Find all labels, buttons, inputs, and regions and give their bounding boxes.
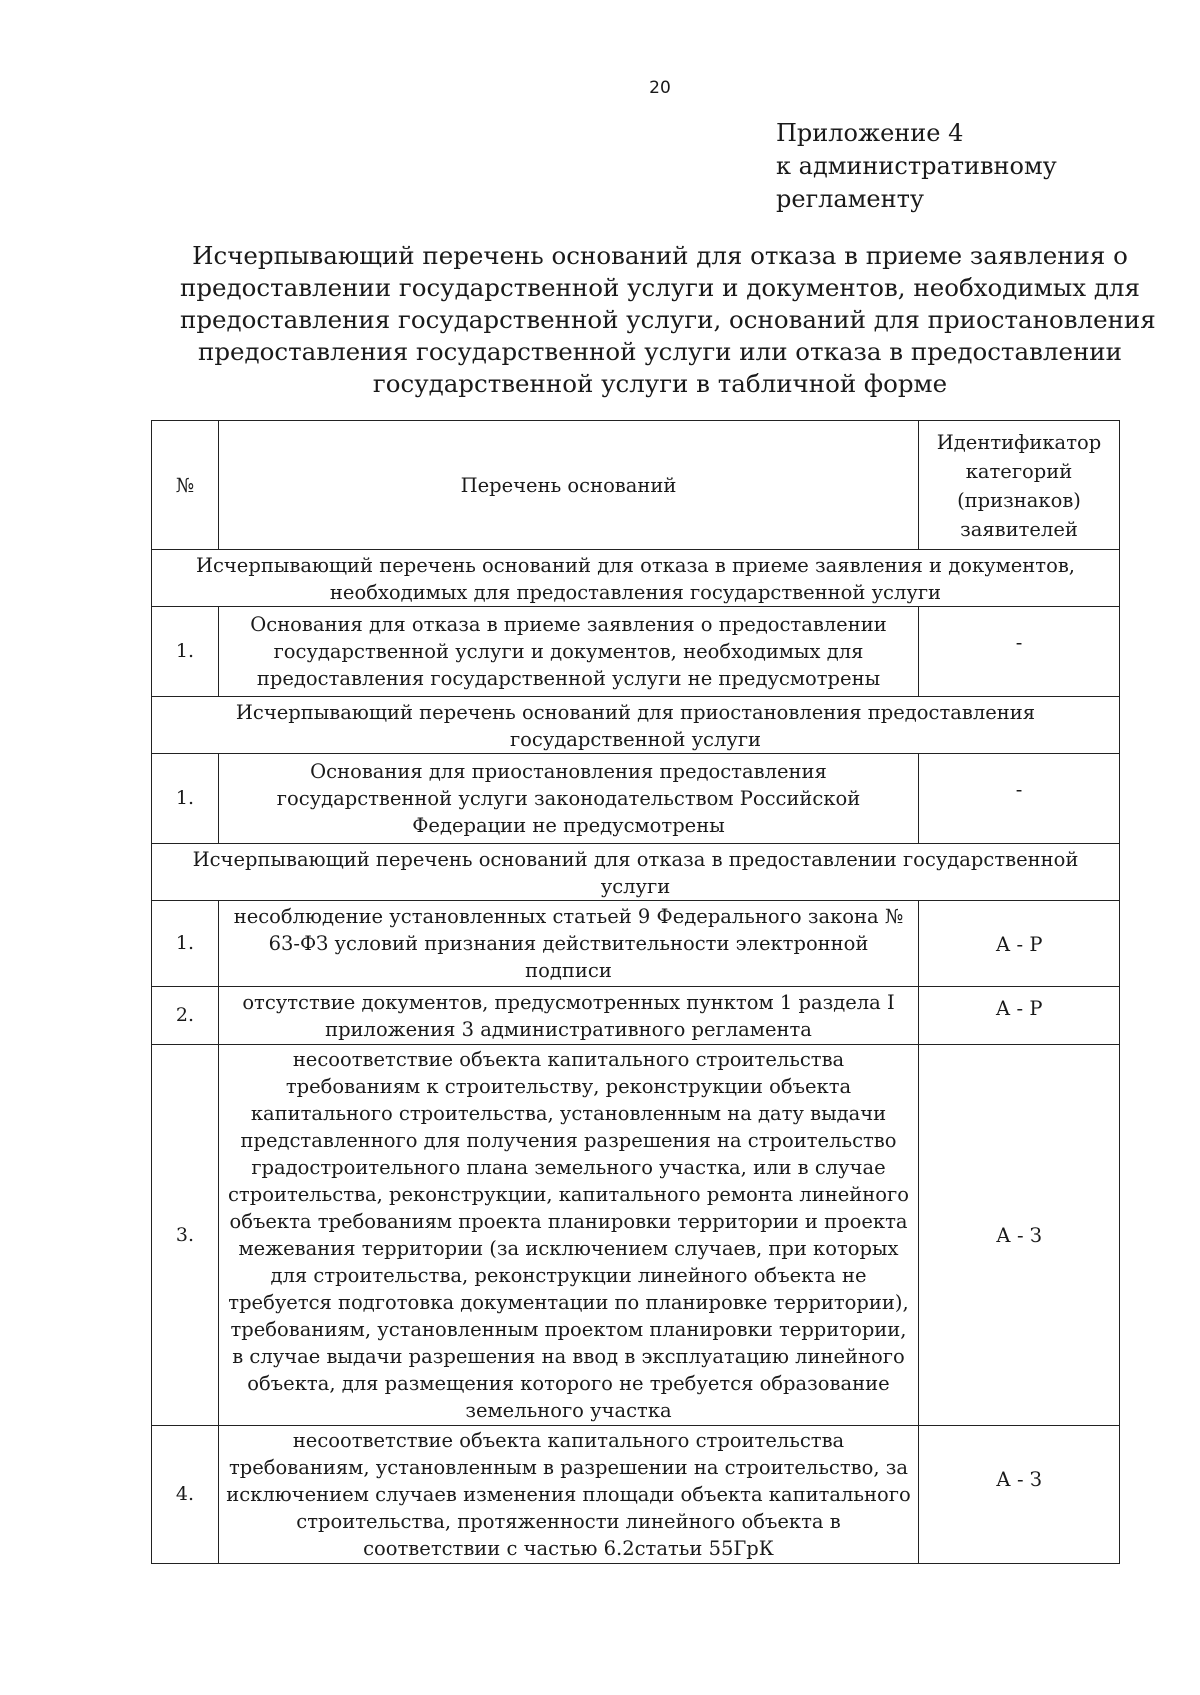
table-row	[152, 987, 1120, 1045]
row-reason: несоответствие объекта капитального строительства требованиям к строительству, реконструкции объекта капитального строительства, установленным на дату выдачи представленного для получения разрешения на строительство градостроительного плана земельного участка, или в случае строительства, реконструкции, капитального ремонта линейного объекта требованиям проекта планировки территории и проекта межевания территории (за исключением случаев, при которых для строительства, реконструкции линейного объекта не требуется подготовка документации по планировке территории), требованиям, установленным проектом планировки территории, в случае выдачи разрешения на ввод в эксплуатацию линейного объекта, для размещения которого не требуется образование земельного участка	[219, 1045, 919, 1426]
row-reason: несоблюдение установленных статьей 9 Федерального закона № 63-ФЗ условий признания действительности электронной подписи	[219, 901, 919, 987]
table-row	[152, 901, 1120, 987]
section-title: Исчерпывающий перечень оснований для отказа в предоставлении государственной услуги	[152, 844, 1120, 901]
section-title: Исчерпывающий перечень оснований для отказа в приеме заявления и документов, необходимых для предоставления государственной услуги	[152, 550, 1120, 607]
table-row	[152, 754, 1120, 844]
row-identifier: А - З	[919, 1045, 1120, 1426]
grounds-table-wrapper	[151, 420, 1119, 1564]
row-identifier: -	[919, 754, 1120, 844]
row-reason: Основания для приостановления предоставления государственной услуги законодательством Российской Федерации не предусмотрены	[219, 754, 919, 844]
row-number: 2.	[152, 987, 219, 1045]
header-identifier: Идентификатор категорий (признаков) заявителей	[919, 421, 1120, 550]
title-line: предоставления государственной услуги или отказа в предоставлении	[198, 337, 1122, 366]
section-row	[152, 550, 1120, 607]
row-reason: Основания для отказа в приеме заявления о предоставлении государственной услуги и документов, необходимых для предоставления государственной услуги не предусмотрены	[219, 607, 919, 697]
row-number: 3.	[152, 1045, 219, 1426]
grounds-table	[151, 420, 1120, 1564]
row-identifier: -	[919, 607, 1120, 697]
header-number: №	[152, 421, 219, 550]
table-header-row	[152, 421, 1120, 550]
row-identifier: А - З	[919, 1426, 1120, 1564]
row-number: 1.	[152, 901, 219, 987]
title-line: предоставления государственной услуги, оснований для приостановления	[180, 305, 1156, 334]
row-number: 1.	[152, 754, 219, 844]
document-title	[180, 240, 1156, 400]
title-line: государственной услуги в табличной форме	[372, 369, 948, 398]
table-row	[152, 1045, 1120, 1426]
header-reasons: Перечень оснований	[219, 421, 919, 550]
section-row	[152, 697, 1120, 754]
row-number: 1.	[152, 607, 219, 697]
appendix-line: Приложение 4	[776, 119, 964, 147]
page-number: 20	[649, 78, 671, 98]
section-title: Исчерпывающий перечень оснований для приостановления предоставления государственной услуги	[152, 697, 1120, 754]
row-number: 4.	[152, 1426, 219, 1564]
table-row	[152, 1426, 1120, 1564]
row-identifier: А - Р	[919, 987, 1120, 1045]
table-row	[152, 607, 1120, 697]
title-line: предоставлении государственной услуги и документов, необходимых для	[180, 273, 1140, 302]
appendix-reference	[776, 117, 1057, 216]
section-row	[152, 844, 1120, 901]
appendix-line: к административному	[776, 152, 1057, 180]
row-reason: отсутствие документов, предусмотренных пунктом 1 раздела I приложения 3 административного регламента	[219, 987, 919, 1045]
appendix-line: регламенту	[776, 185, 924, 213]
row-identifier: А - Р	[919, 901, 1120, 987]
title-line: Исчерпывающий перечень оснований для отказа в приеме заявления о	[192, 241, 1128, 270]
row-reason: несоответствие объекта капитального строительства требованиям, установленным в разрешении на строительство, за исключением случаев изменения площади объекта капитального строительства, протяженности линейного объекта в соответствии с частью 6.2статьи 55ГрК	[219, 1426, 919, 1564]
